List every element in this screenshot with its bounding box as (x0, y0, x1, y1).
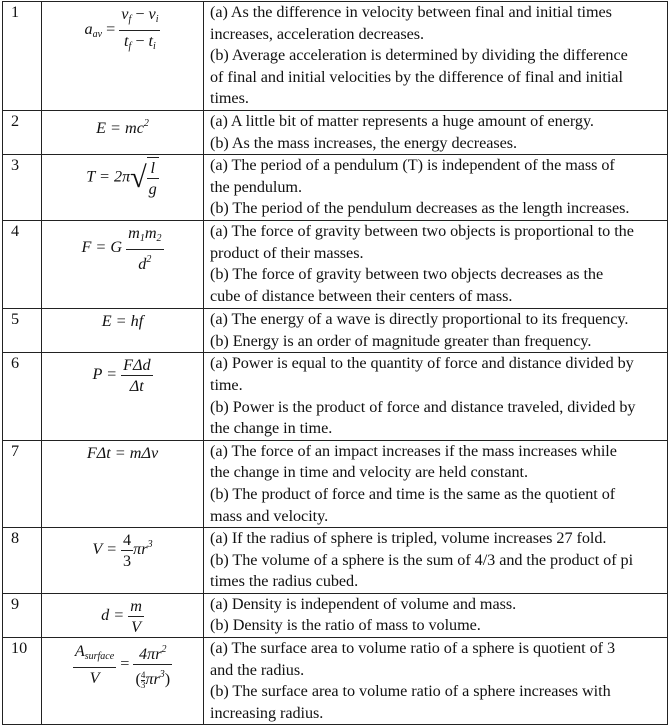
table-row (3, 528, 668, 594)
table-row (3, 155, 668, 221)
statements (204, 309, 668, 353)
statement-line: (a) The period of a pendulum (T) is independent of the mass of (210, 156, 615, 175)
statement-line: (b) The surface area to volume ratio of a sphere increases with (210, 682, 611, 701)
statements (204, 638, 668, 725)
statement-line: (a) A little bit of matter represents a huge amount of energy. (210, 111, 594, 130)
row-number: 3 (3, 155, 42, 221)
statement-line: cube of distance between their centers of mass. (210, 286, 513, 305)
statement-line: times the radius cubed. (210, 572, 359, 591)
square-root: √ $\frac{l}{g}$ (130, 159, 157, 199)
statement-line: (b) The period of the pendulum decreases as the length increases. (210, 199, 630, 218)
statements (204, 353, 668, 440)
statement-line: times. (210, 89, 249, 108)
formula-power: P = $\frac{\text{FΔd}}{\Delta t}$ (42, 353, 204, 440)
statement-line: (a) If the radius of sphere is tripled, volume increases 27 fold. (210, 529, 607, 548)
formula-photon-energy: E = hf (42, 309, 204, 353)
formula-mass-energy: $E = mc^2$ (42, 110, 204, 154)
statement-line: the pendulum. (210, 177, 302, 196)
statement-line: increasing radius. (210, 703, 324, 722)
statement-line: (b) The product of force and time is the same as the quotient of (210, 484, 616, 503)
statement-line: (b) Power is the product of force and distance traveled, divided by (210, 397, 636, 416)
statement-line: (b) As the mass increases, the energy decreases. (210, 133, 517, 152)
statements (204, 221, 668, 309)
statement-line: the change in time. (210, 419, 333, 438)
formula-gravitation: F = G $\frac{m_1m_2}{d^2}$ (42, 221, 204, 309)
statement-line: the change in time and velocity are held constant. (210, 463, 528, 482)
row-number: 10 (3, 638, 42, 725)
table-row (3, 353, 668, 440)
statements (204, 155, 668, 221)
statement-line: (a) Power is equal to the quantity of force and distance divided by (210, 354, 634, 373)
statements (204, 528, 668, 594)
fraction: $4\pi r^2$ ( $\frac{4}{3}$ $\pi r^3$) (133, 640, 172, 690)
statement-line: (a) The energy of a wave is directly proportional to its frequency. (210, 310, 629, 329)
statement-line: increases, acceleration decreases. (210, 24, 424, 43)
statement-line: time. (210, 375, 243, 394)
formula-density: d = $\frac{m}{V}$ (42, 593, 204, 637)
table-row (3, 2, 668, 111)
statements (204, 2, 668, 111)
statement-line: (a) Density is independent of volume and mass. (210, 594, 517, 613)
statement-line: product of their masses. (210, 243, 364, 262)
statement-line: of final and initial velocities by the difference of final and initial (210, 67, 623, 86)
statement-line: (a) The surface area to volume ratio of a sphere is quotient of 3 (210, 639, 616, 658)
equation-statements-table (2, 1, 668, 725)
statement-line: (b) The volume of a sphere is the sum of 4/3 and the product of pi (210, 550, 634, 569)
fraction: $\frac{\text{FΔd}}{\Delta t}$ (123, 356, 151, 396)
fraction: $\frac{4}{3}$ (123, 531, 132, 571)
formula-surface-to-volume: $\frac{A_{surface}}{V}$ = $4\pi r^2$ ( $\frac{4}{3}$ $\pi r^3$) (42, 638, 204, 725)
row-number: 7 (3, 440, 42, 527)
row-number: 5 (3, 309, 42, 353)
statement-line: (b) Density is the ratio of mass to volume. (210, 616, 481, 635)
statement-line: (b) The force of gravity between two objects decreases as the (210, 265, 604, 284)
statement-line: (b) Average acceleration is determined by dividing the difference (210, 46, 628, 65)
fraction: $\frac{m}{V}$ (130, 596, 142, 636)
table-row (3, 309, 668, 353)
row-number: 8 (3, 528, 42, 594)
row-number: 9 (3, 593, 42, 637)
row-number: 2 (3, 110, 42, 154)
table-row (3, 440, 668, 527)
statement-line: (a) The force of an impact increases if the mass increases while (210, 441, 617, 460)
statements (204, 593, 668, 637)
row-number: 1 (3, 2, 42, 111)
fraction: $\frac{v_f - v_i}{t_f - t_i}$ (121, 5, 159, 52)
statement-line: and the radius. (210, 660, 305, 679)
statement-line: mass and velocity. (210, 506, 329, 525)
formula-impulse: FΔt = mΔv (42, 440, 204, 527)
fraction: $\frac{A_{surface}}{V}$ (74, 642, 115, 688)
statement-line: (b) Energy is an order of magnitude greater than frequency. (210, 331, 592, 350)
fraction: $\frac{m_1m_2}{d^2}$ (128, 224, 162, 274)
formula-pendulum-period: T = 2π√ $\frac{l}{g}$ (42, 155, 204, 221)
table-row (3, 593, 668, 637)
statements (204, 440, 668, 527)
table-row (3, 638, 668, 725)
formula-average-acceleration: $a_{av}$ = $\frac{v_f - v_i}{t_f - t_i}$ (42, 2, 204, 111)
row-number: 4 (3, 221, 42, 309)
table-row (3, 110, 668, 154)
table-row (3, 221, 668, 309)
formula-sphere-volume: V = $\frac{4}{3}$ $\pi r^3$ (42, 528, 204, 594)
statement-line: (a) As the difference in velocity between final and initial times (210, 3, 612, 21)
row-number: 6 (3, 353, 42, 440)
statements (204, 110, 668, 154)
statement-line: (a) The force of gravity between two objects is proportional to the (210, 222, 634, 241)
